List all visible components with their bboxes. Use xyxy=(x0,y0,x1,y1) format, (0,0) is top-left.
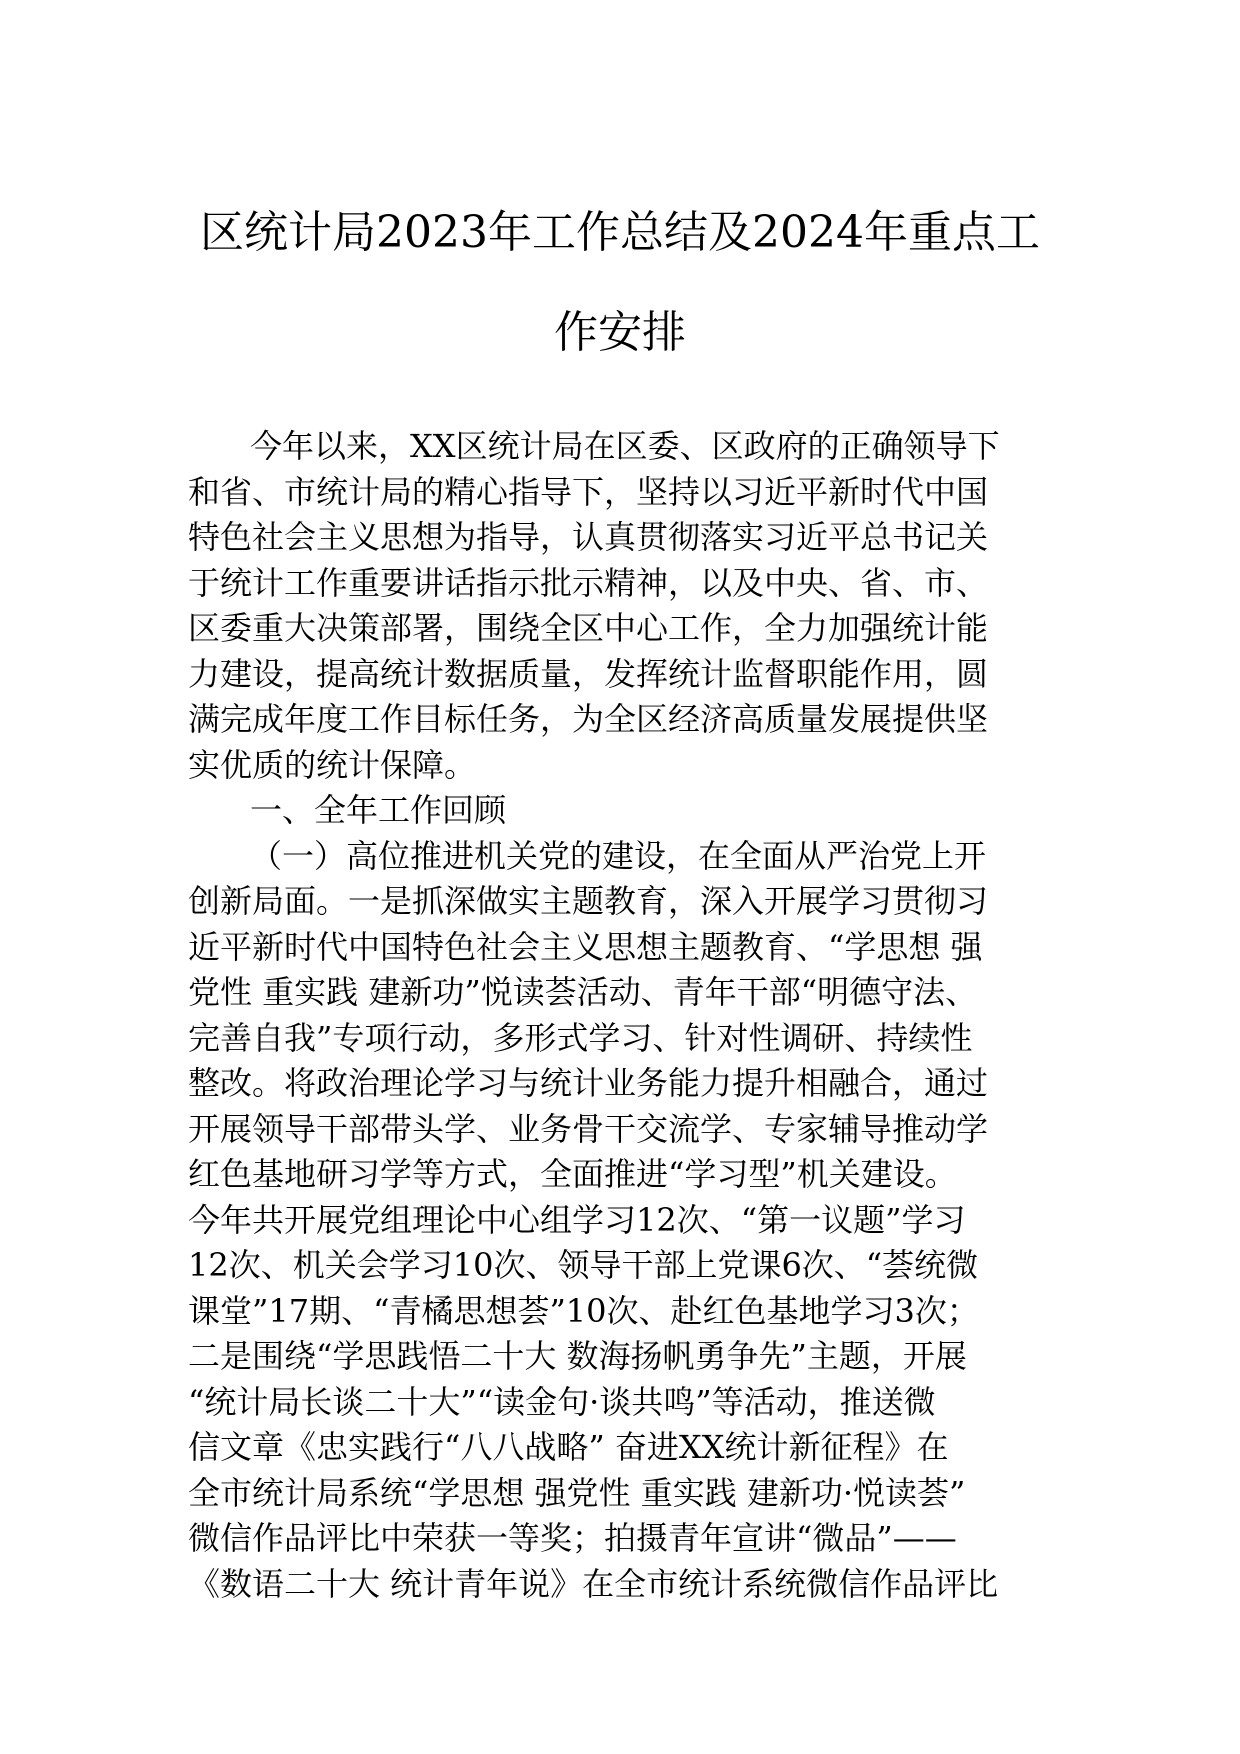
text-line: 近平新时代中国特色社会主义思想主题教育、“学思想 强 xyxy=(188,927,983,966)
title-line-1: 区统计局2023年工作总结及2024年重点工 xyxy=(200,207,1040,258)
text-line: 全市统计局系统“学思想 强党性 重实践 建新功·悦读荟” xyxy=(188,1473,966,1512)
text-line: 课堂”17期、“青橘思想荟”10次、赴红色基地学习3次； xyxy=(188,1291,979,1330)
text-line: 力建设，提高统计数据质量，发挥统计监督职能作用，圆 xyxy=(188,654,989,693)
text-line: 和省、市统计局的精心指导下，坚持以习近平新时代中国 xyxy=(188,472,989,511)
text-line: 实优质的统计保障。 xyxy=(188,745,477,784)
text-line: 整改。将政治理论学习与统计业务能力提升相融合，通过 xyxy=(188,1064,989,1102)
text-line: 红色基地研习学等方式，全面推进“学习型”机关建设。 xyxy=(188,1155,957,1193)
title-line-2: 作安排 xyxy=(554,307,686,358)
document-title xyxy=(150,183,1090,383)
text-line: 微信作品评比中荣获一等奖；拍摄青年宣讲“微品”—— xyxy=(188,1519,957,1557)
text-line: 12次、机关会学习10次、领导干部上党课6次、“荟统微 xyxy=(188,1246,979,1284)
text-line: 党性 重实践 建新功”悦读荟活动、青年干部“明德守法、 xyxy=(188,973,978,1011)
text-line: （一）高位推进机关党的建设，在全面从严治党上开 xyxy=(250,836,987,875)
text-line: 今年以来，XX区统计局在区委、区政府的正确领导下 xyxy=(250,427,1000,465)
section-heading-text: 一、全年工作回顾 xyxy=(250,791,507,829)
text-line: 特色社会主义思想为指导，认真贯彻落实习近平总书记关 xyxy=(188,518,989,556)
text-line: 满完成年度工作目标任务，为全区经济高质量发展提供坚 xyxy=(188,700,989,738)
text-line: 区委重大决策部署，围绕全区中心工作，全力加强统计能 xyxy=(188,609,989,647)
text-line: 完善自我”专项行动，多形式学习、针对性调研、持续性 xyxy=(188,1018,973,1057)
section1-paragraph xyxy=(188,834,1068,1608)
text-line: 创新局面。一是抓深做实主题教育，深入开展学习贯彻习 xyxy=(188,882,989,920)
text-line: 于统计工作重要讲话指示批示精神，以及中央、省、市、 xyxy=(188,563,989,602)
section-heading xyxy=(188,788,1068,834)
text-line: 今年共开展党组理论中心组学习12次、“第一议题”学习 xyxy=(188,1200,966,1239)
text-line: 信文章《忠实践行“八八战略” 奋进XX统计新征程》在 xyxy=(188,1428,949,1466)
document-body xyxy=(188,424,1068,1607)
text-line: “统计局长谈二十大”“读金句·谈共鸣”等活动，推送微 xyxy=(188,1382,936,1421)
text-line: 二是围绕“学思践悟二十大 数海扬帆勇争先”主题，开展 xyxy=(188,1337,967,1375)
text-line: 《数语二十大 统计青年说》在全市统计系统微信作品评比 xyxy=(188,1564,999,1603)
intro-paragraph xyxy=(188,424,1068,788)
text-line: 开展领导干部带头学、业务骨干交流学、专家辅导推动学 xyxy=(188,1109,989,1148)
